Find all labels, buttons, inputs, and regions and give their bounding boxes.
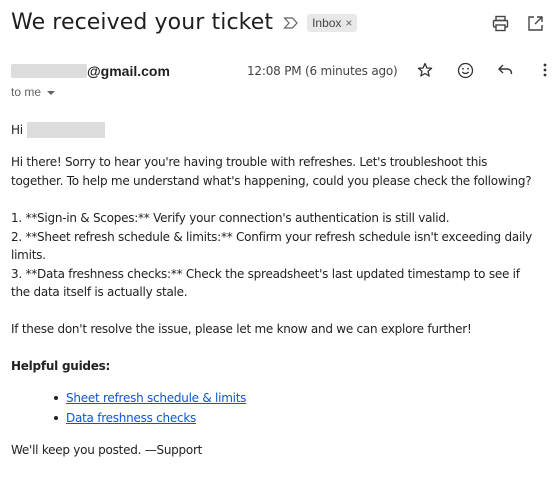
subject-row [11, 10, 357, 35]
inbox-label-text: Inbox [312, 15, 342, 30]
message-timestamp: 12:08 PM (6 minutes ago) [247, 64, 398, 78]
greeting: Hi [11, 122, 23, 137]
guides-heading: Helpful guides: [11, 359, 111, 373]
greeting-line [11, 122, 541, 138]
star-icon[interactable] [405, 62, 445, 80]
recipient-label: to me [11, 85, 42, 99]
more-vert-icon[interactable] [525, 62, 552, 80]
list-item [66, 408, 541, 428]
sender-email[interactable]: @gmail.com [87, 63, 170, 79]
emoji-reaction-icon[interactable] [445, 62, 485, 80]
chevron-down-icon [47, 91, 55, 95]
signoff: We'll keep you posted. —Support [11, 442, 203, 457]
checklist [11, 209, 541, 302]
open-in-new-window-icon[interactable] [527, 15, 544, 32]
guide-link-data-freshness[interactable]: Data freshness checks [66, 410, 197, 425]
inbox-label-chip [307, 14, 357, 32]
important-marker-icon[interactable] [283, 16, 299, 30]
checklist-item: 1. **Sign-in & Scopes:** Verify your connection's authentication is still valid. [11, 211, 450, 225]
message-body [11, 122, 541, 459]
followup-paragraph: If these don't resolve the issue, please let me know and we can explore further! [11, 321, 472, 336]
recipient-details-toggle[interactable] [11, 85, 55, 99]
redacted-recipient-name [27, 122, 105, 138]
checklist-item: 3. **Data freshness checks:** Check the spreadsheet's last updated timestamp to see if the data itself is actually stale. [11, 266, 520, 299]
message-actions [405, 62, 552, 80]
sender-row [11, 62, 540, 80]
redacted-sender-name [11, 64, 87, 78]
checklist-item: 2. **Sheet refresh schedule & limits:** Confirm your refresh schedule isn't exceeding daily limits. [11, 229, 532, 262]
list-item [66, 388, 541, 408]
header-actions [492, 15, 544, 32]
reply-icon[interactable] [485, 62, 525, 80]
print-icon[interactable] [492, 15, 509, 32]
remove-label-button[interactable]: × [345, 15, 353, 30]
email-subject: We received your ticket [11, 10, 274, 35]
guide-link-refresh-schedule[interactable]: Sheet refresh schedule & limits [66, 390, 247, 405]
intro-paragraph: Hi there! Sorry to hear you're having trouble with refreshes. Let's troubleshoot this together. To help me understand what's happening, could you please check the following? [11, 155, 532, 188]
guides-list [11, 388, 541, 428]
